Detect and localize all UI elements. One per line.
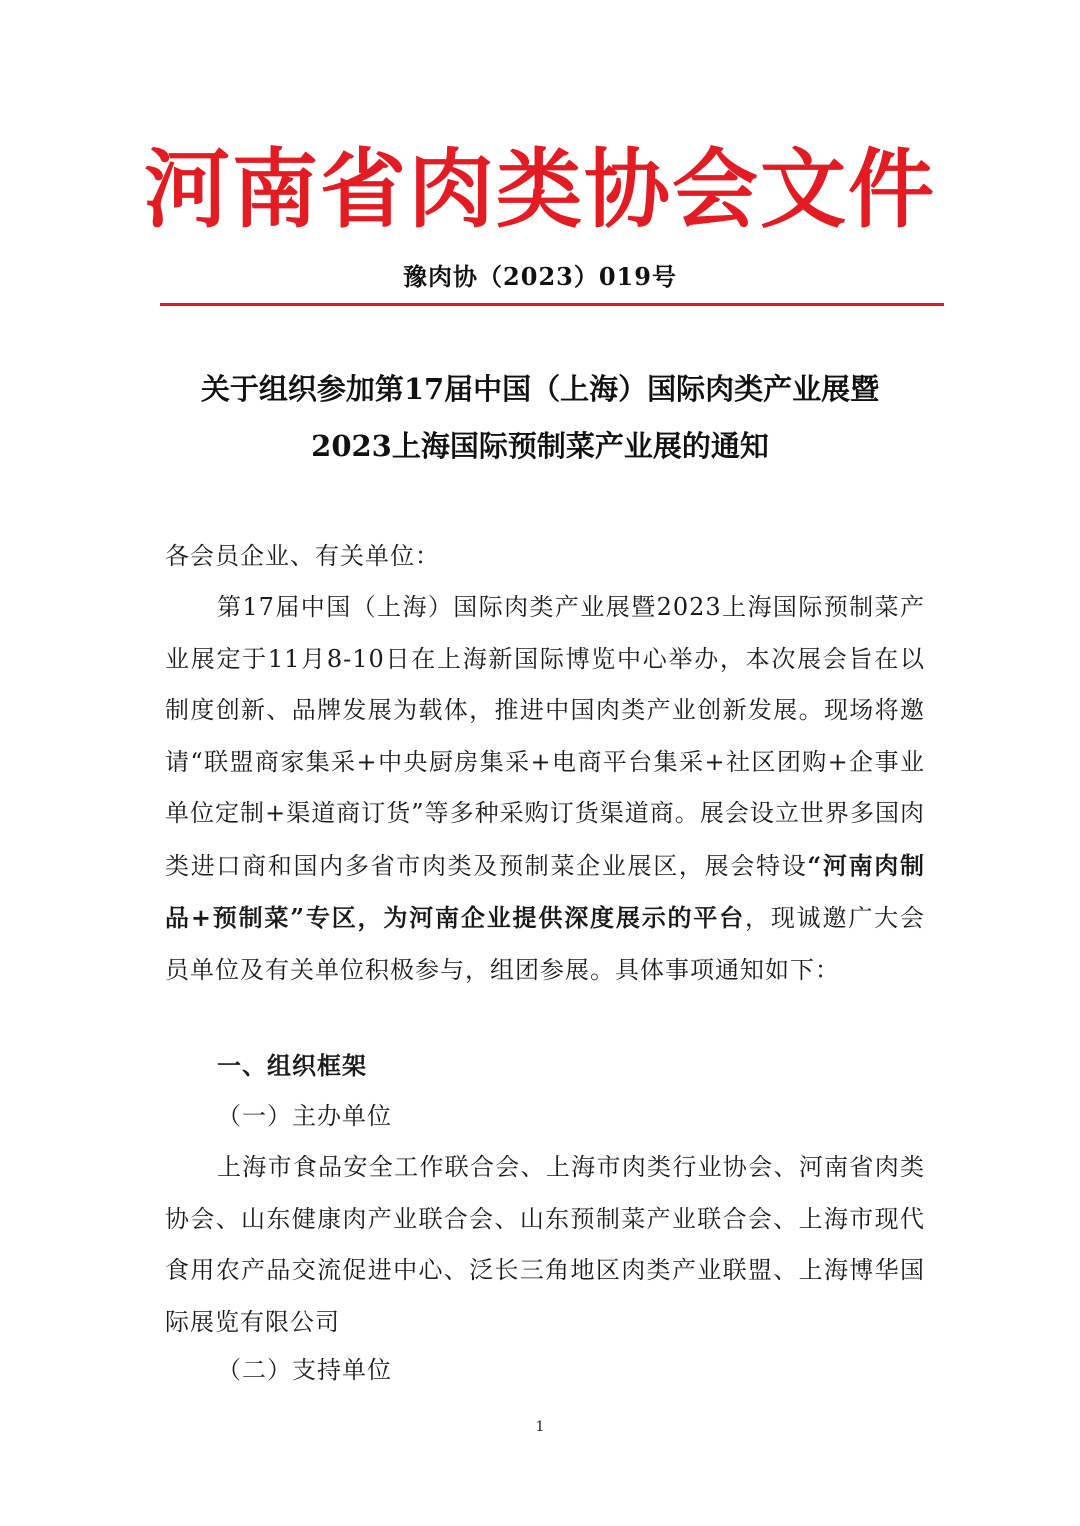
subsection-organizers-heading: （一）主办单位 — [217, 1102, 392, 1130]
intro-text-highlight: “河南肉制品+预制菜”专区，为河南企业提供深度展示的平台 — [165, 850, 925, 932]
organizers-paragraph: 上海市食品安全工作联合会、上海市肉类行业协会、河南省肉类协会、山东健康肉产业联合会、山东预制菜产业联合会、上海市现代食用农产品交流促进中心、泛长三角地区肉类产业联盟、上海博华国际展览有限公司 — [165, 1153, 925, 1336]
subsection-supporters-heading: （二）支持单位 — [217, 1356, 392, 1384]
document-number: 豫肉协（2023）019号 — [403, 262, 677, 291]
masthead-title: 河南省肉类协会文件 — [144, 140, 936, 240]
salutation: 各会员企业、有关单位： — [165, 542, 440, 570]
notice-title-line-1: 关于组织参加第17届中国（上海）国际肉类产业展暨 — [200, 372, 880, 406]
section-heading-organization: 一、组织框架 — [217, 1051, 367, 1080]
page-number: 1 — [535, 1419, 545, 1435]
intro-paragraph — [165, 582, 925, 996]
intro-text-part-2: ，现诚邀广大会员单位及有关单位积极参与，组团参展。具体事项通知如下： — [165, 904, 925, 984]
red-divider-line — [160, 303, 944, 306]
notice-title-line-2: 2023上海国际预制菜产业展的通知 — [311, 429, 769, 463]
intro-text-part-1: 第17届中国（上海）国际肉类产业展暨2023上海国际预制菜产业展定于11月8-10日在上海新国际博览中心举办，本次展会旨在以制度创新、品牌发展为载体，推进中国肉类产业创新发展。现场将邀请“联盟商家集采+中央厨房集采+电商平台集采+社区团购+企事业单位定制+渠道商订货”等多种采购订货渠道商。展会设立世界多国肉类进口商和国内多省市肉类及预制菜企业展区，展会特设 — [165, 593, 925, 880]
